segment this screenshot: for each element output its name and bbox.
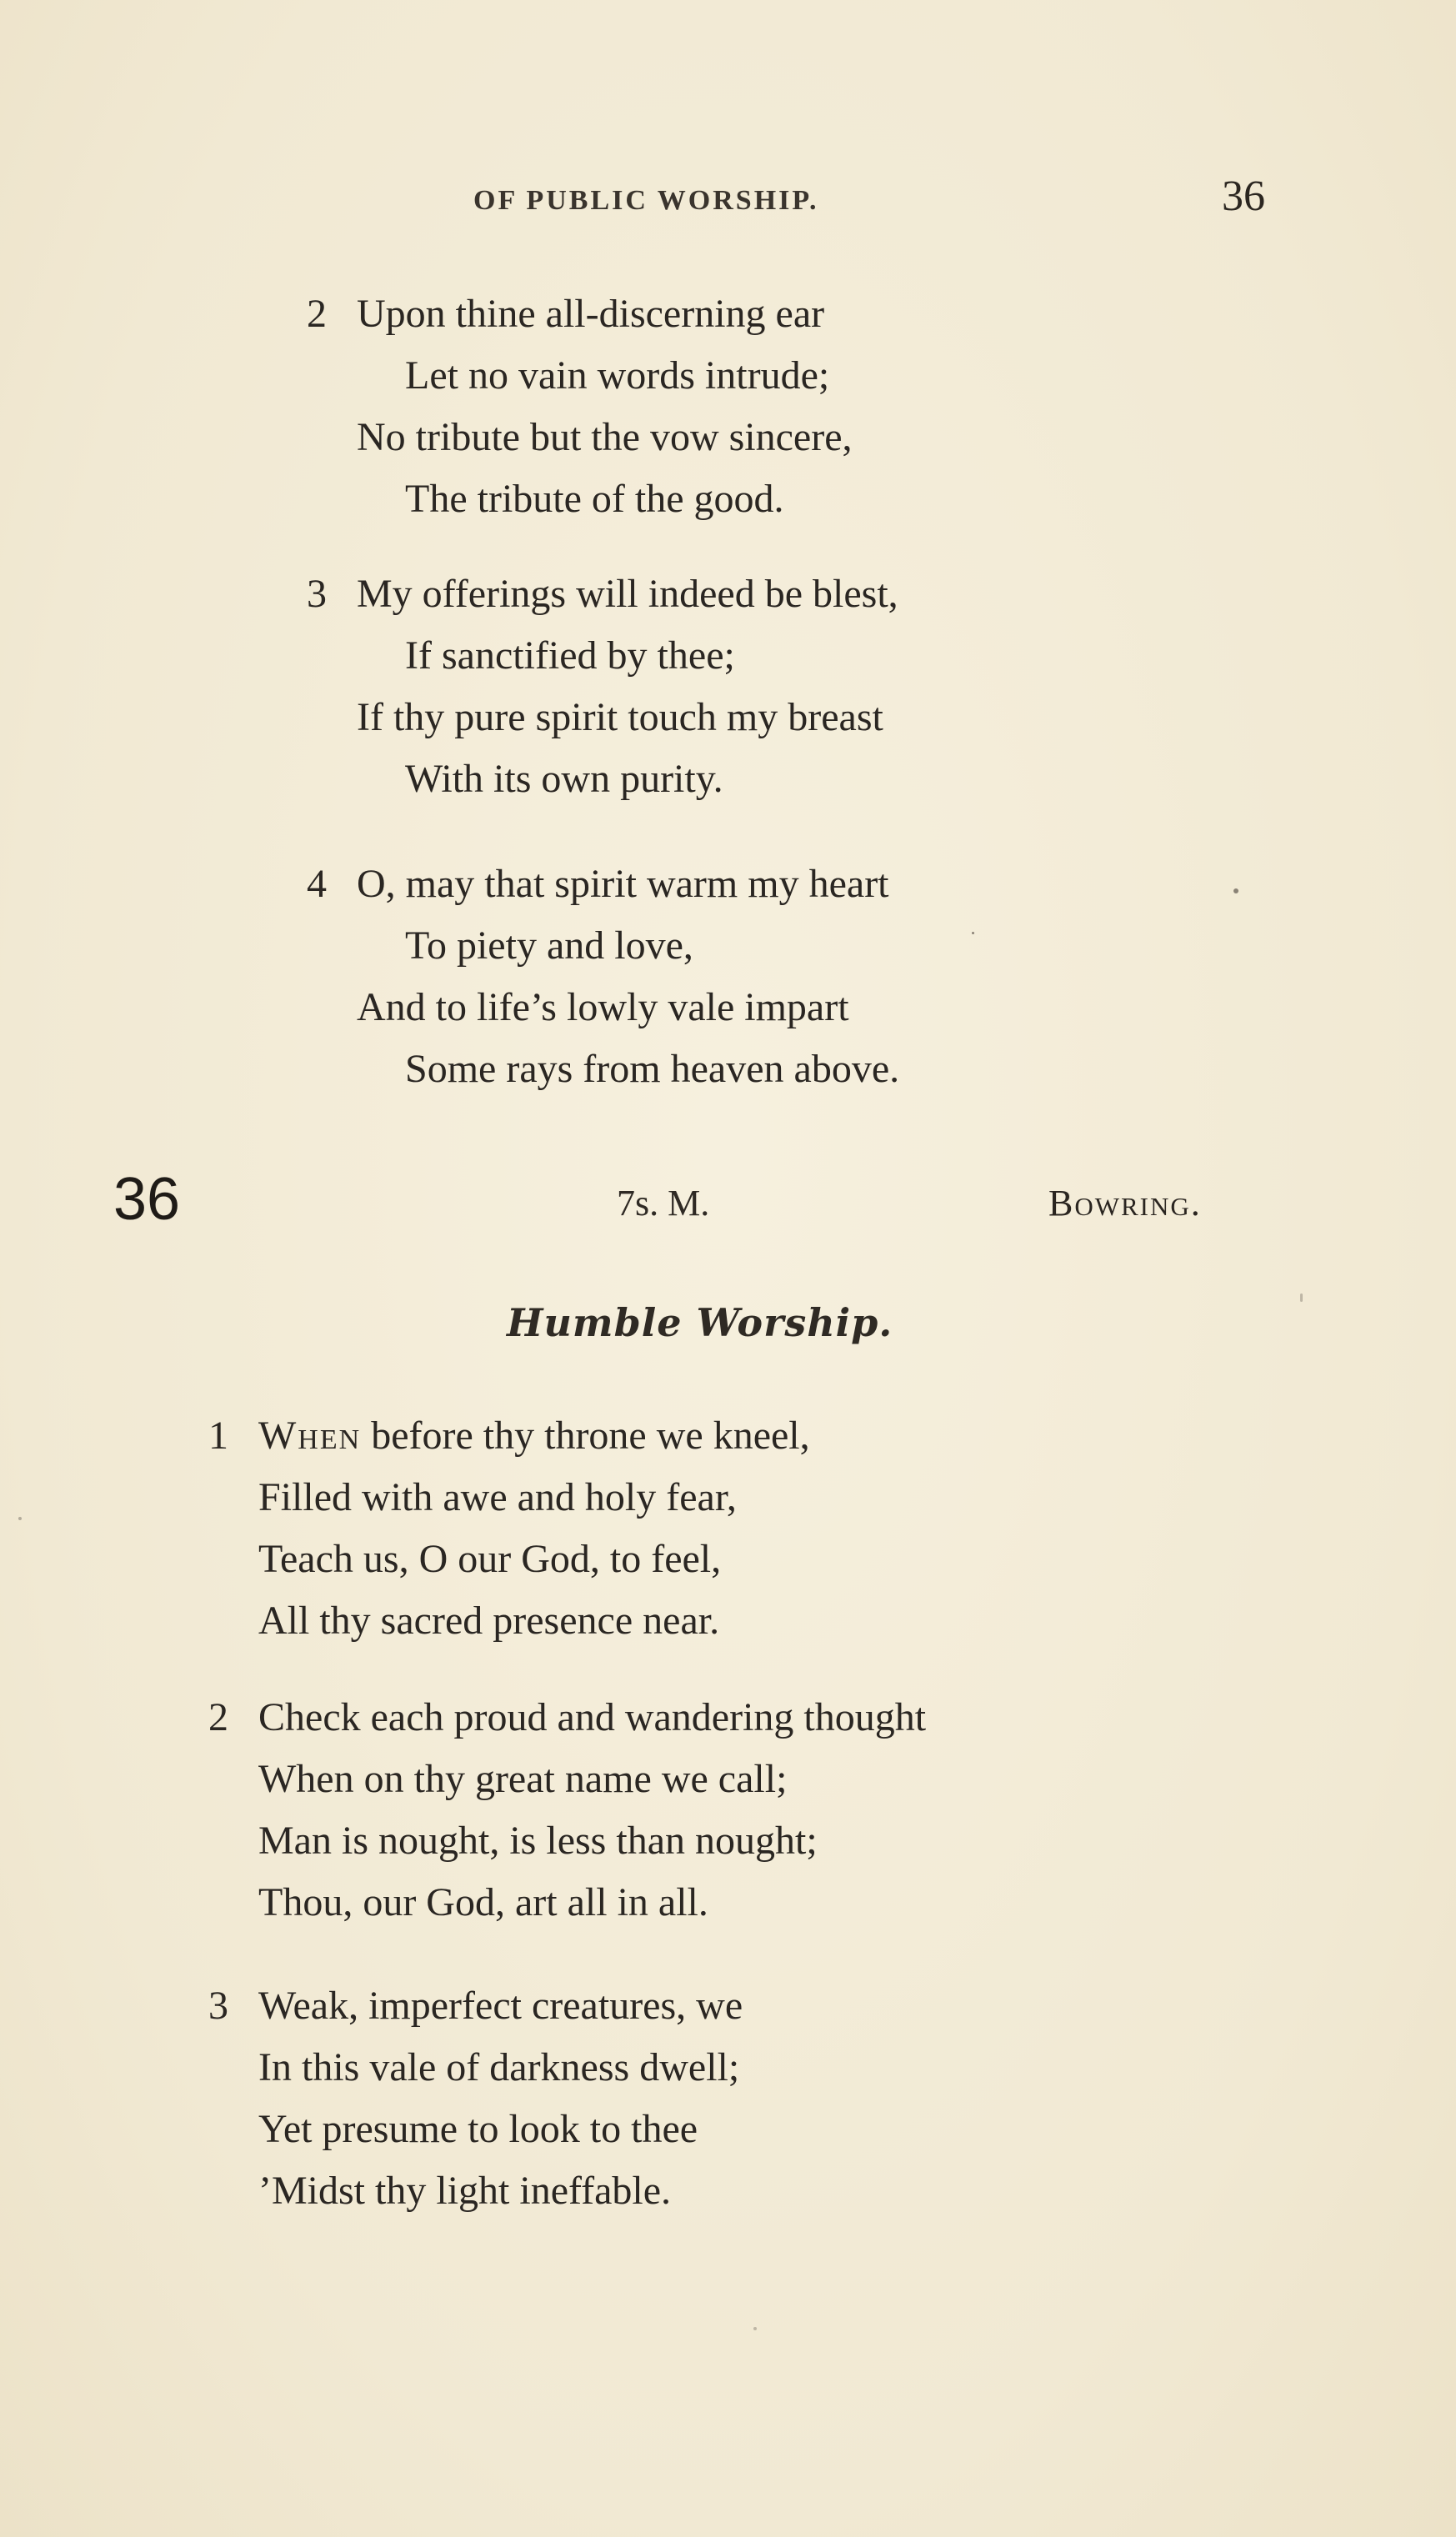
verse-line: All thy sacred presence near. <box>258 1599 720 1643</box>
verse-line: O, may that spirit warm my heart <box>357 862 889 906</box>
verse-line: before thy throne we kneel, <box>361 1414 810 1458</box>
stanza-number: 2 <box>208 1695 228 1739</box>
verse-line: Let no vain words intrude; <box>405 353 830 398</box>
verse-line: My offerings will indeed be blest, <box>357 572 898 616</box>
verse-line: With its own purity. <box>405 757 723 801</box>
verse-line: Thou, our God, art all in all. <box>258 1880 708 1924</box>
verse-line: And to life’s lowly vale impart <box>357 985 849 1029</box>
stanza-number: 3 <box>208 1984 228 2028</box>
verse-line: No tribute but the vow sincere, <box>357 415 853 459</box>
prev-stanza-3 <box>307 563 898 810</box>
running-title: OF PUBLIC WORSHIP. <box>473 185 819 216</box>
verse-line: When on thy great name we call; <box>258 1757 788 1801</box>
hymn-stanza-2 <box>208 1687 927 1934</box>
paper-speck <box>18 1517 22 1520</box>
paper-speck <box>972 932 974 934</box>
verse-line: Filled with awe and holy fear, <box>258 1475 737 1519</box>
verse-line: Upon thine all-discerning ear <box>357 292 825 336</box>
hymn-author: Bowring. <box>1048 1183 1202 1223</box>
paper-speck <box>753 2327 757 2330</box>
verse-line: Teach us, O our God, to feel, <box>258 1537 722 1581</box>
page-number: 36 <box>1222 173 1265 220</box>
paper-speck <box>1300 1294 1303 1302</box>
hymn-stanza-1 <box>208 1405 810 1652</box>
first-word: When <box>258 1414 362 1458</box>
verse-line: In this vale of darkness dwell; <box>258 2045 740 2089</box>
verse-line: The tribute of the good. <box>405 477 784 521</box>
verse-line: To piety and love, <box>405 923 693 968</box>
stanza-number: 1 <box>208 1414 228 1458</box>
stanza-number: 2 <box>307 292 327 336</box>
verse-line: Yet presume to look to thee <box>258 2107 698 2151</box>
stanza-number: 4 <box>307 862 327 906</box>
paper-speck <box>1233 888 1238 893</box>
verse-line: Some rays from heaven above. <box>405 1047 900 1091</box>
verse-line: Man is nought, is less than nought; <box>258 1819 818 1863</box>
verse-line: Check each proud and wandering thought <box>258 1695 927 1739</box>
stanza-number: 3 <box>307 572 327 616</box>
verse-line: If thy pure spirit touch my breast <box>357 695 883 739</box>
hymn-number: 36 <box>113 1166 181 1233</box>
hymn-stanza-3 <box>208 1975 743 2222</box>
hymn-title: Humble Worship. <box>507 1300 893 1345</box>
verse-line: ’Midst thy light ineffable. <box>258 2169 672 2213</box>
prev-stanza-4 <box>307 853 900 1100</box>
hymn-meter: 7s. M. <box>617 1183 710 1223</box>
prev-stanza-2 <box>307 283 853 530</box>
verse-line: Weak, imperfect creatures, we <box>258 1984 743 2028</box>
verse-line: If sanctified by thee; <box>405 633 735 678</box>
